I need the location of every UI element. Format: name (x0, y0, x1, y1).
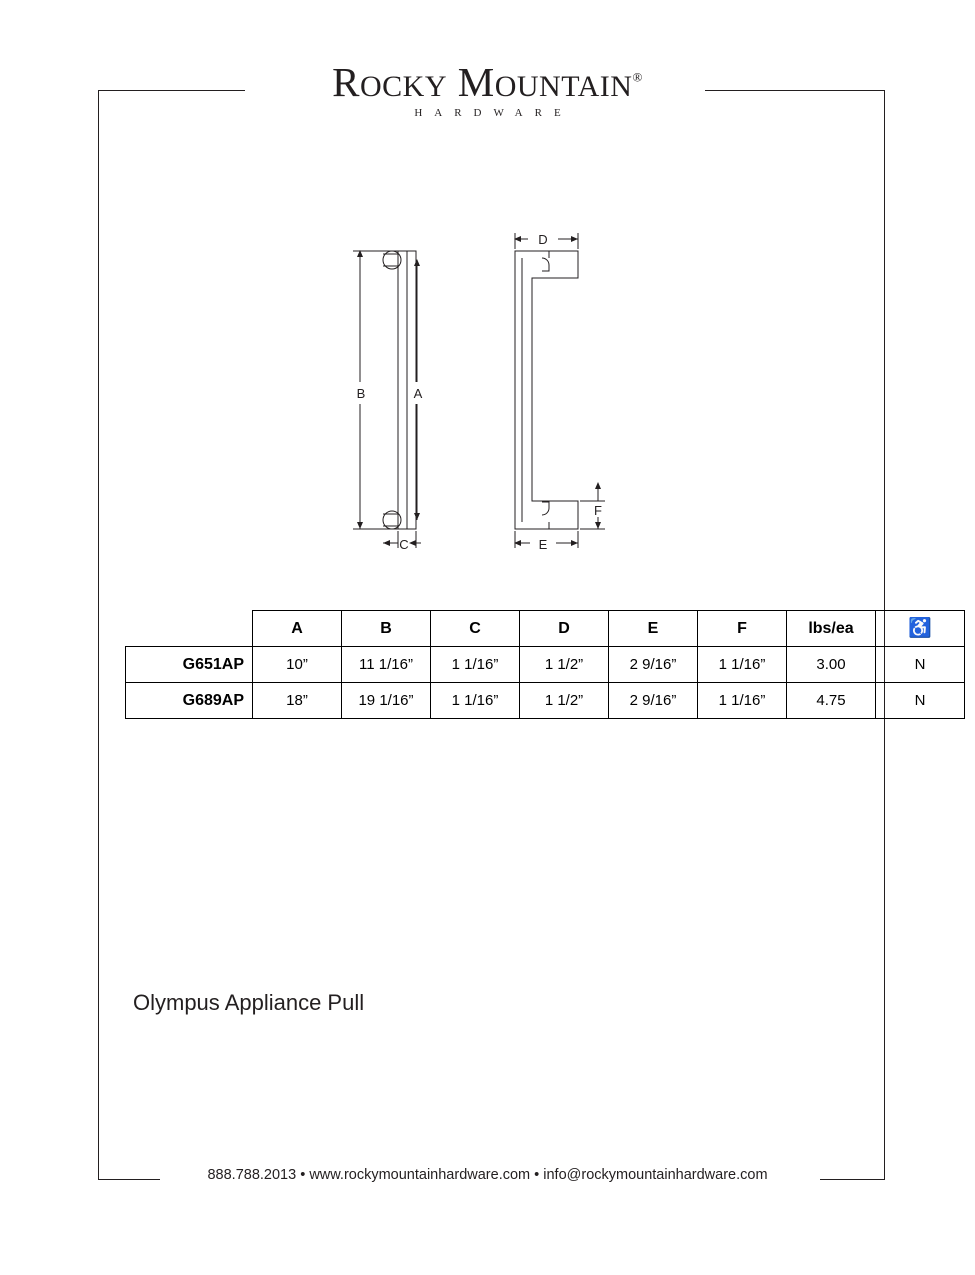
dimension-label-e: E (538, 537, 548, 552)
side-view (515, 251, 578, 529)
table-header-e: E (609, 611, 698, 647)
table-header-c: C (431, 611, 520, 647)
footer-website[interactable]: www.rockymountainhardware.com (309, 1167, 531, 1183)
product-technical-drawing (320, 225, 650, 565)
row-model-g651ap: G651AP (126, 647, 253, 683)
dimension-label-d: D (538, 232, 548, 247)
table-row (126, 683, 965, 719)
cell-ada: N (876, 683, 965, 719)
cell-d: 1 1/2” (520, 647, 609, 683)
table-header (126, 611, 965, 647)
table-header-a: A (253, 611, 342, 647)
cell-d: 1 1/2” (520, 683, 609, 719)
logo-m: M (457, 59, 495, 105)
cell-a: 10” (253, 647, 342, 683)
cell-b: 19 1/16” (342, 683, 431, 719)
table-body (126, 647, 965, 719)
drawing-svg (320, 225, 650, 565)
page-border-top-gap (245, 82, 705, 100)
table-header-f: F (698, 611, 787, 647)
dimension-label-a: A (413, 386, 423, 401)
cell-b: 11 1/16” (342, 647, 431, 683)
cell-e: 2 9/16” (609, 683, 698, 719)
cell-e: 2 9/16” (609, 647, 698, 683)
cell-c: 1 1/16” (431, 683, 520, 719)
table-header-weight: lbs/ea (787, 611, 876, 647)
footer-contact (0, 1167, 975, 1183)
cell-c: 1 1/16” (431, 647, 520, 683)
ada-glyph: ♿ (908, 617, 932, 639)
cell-weight: 3.00 (787, 647, 876, 683)
row-model-g689ap: G689AP (126, 683, 253, 719)
brand-logo-secondary: HARDWARE (414, 107, 573, 119)
table-header-d: D (520, 611, 609, 647)
product-title: Olympus Appliance Pull (133, 990, 365, 1015)
footer-separator-1: • (300, 1167, 306, 1183)
dimension-label-c: C (399, 537, 409, 552)
dimension-label-b: B (356, 386, 366, 401)
table-header-b: B (342, 611, 431, 647)
cell-ada: N (876, 647, 965, 683)
cell-f: 1 1/16” (698, 647, 787, 683)
footer-phone: 888.788.2013 (207, 1167, 297, 1183)
registered-trademark-icon: ® (632, 69, 643, 85)
logo-ountain: OUNTAIN (494, 70, 633, 103)
table-header-row (126, 611, 965, 647)
logo-ocky: OCKY (359, 70, 447, 103)
cell-a: 18” (253, 683, 342, 719)
logo-r: R (332, 59, 360, 105)
wheelchair-accessible-icon (876, 611, 965, 647)
cell-f: 1 1/16” (698, 683, 787, 719)
dimension-label-f: F (594, 503, 602, 518)
footer-separator-2: • (534, 1167, 540, 1183)
table-header-blank (126, 611, 253, 647)
specification-table (125, 610, 965, 719)
footer-email[interactable]: info@rockymountainhardware.com (543, 1167, 768, 1183)
cell-weight: 4.75 (787, 683, 876, 719)
table-row (126, 647, 965, 683)
